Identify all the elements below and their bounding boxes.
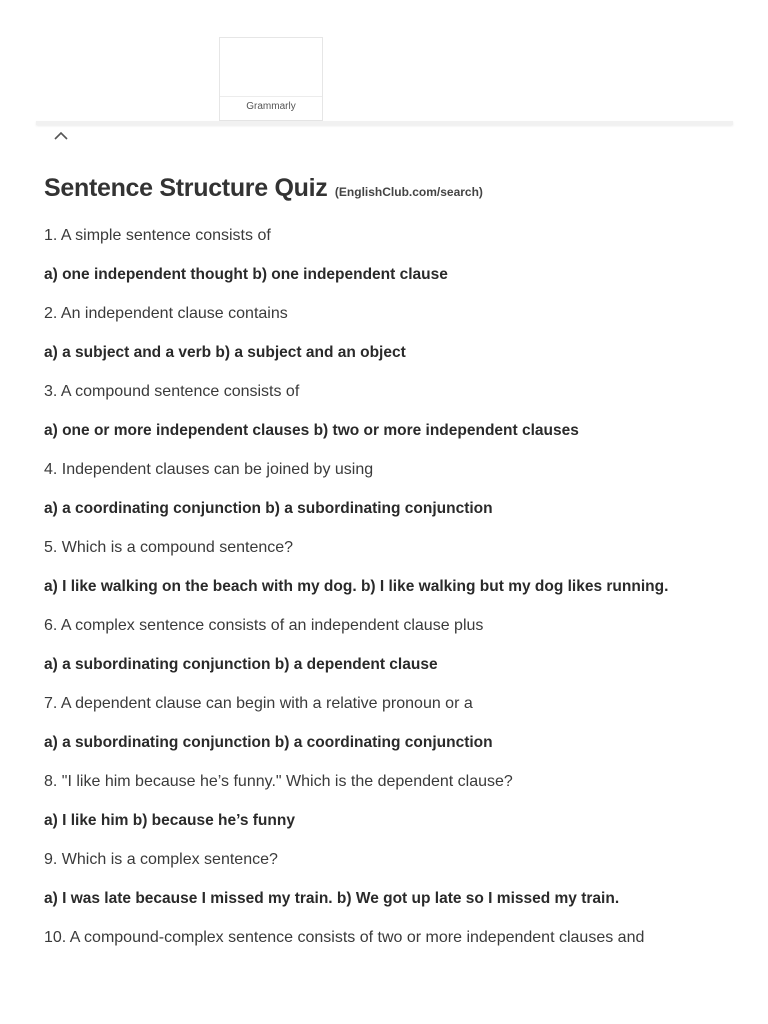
- quiz-question-10: 10. A compound-complex sentence consists of two or more independent clauses and: [44, 929, 645, 946]
- quiz-options-2: a) a subject and a verb b) a subject and an object: [44, 344, 406, 361]
- chevron-up-icon[interactable]: [52, 128, 70, 142]
- quiz-question-9: 9. Which is a complex sentence?: [44, 851, 278, 868]
- ad-divider: [220, 96, 322, 97]
- quiz-question-1: 1. A simple sentence consists of: [44, 227, 271, 244]
- page-title: Sentence Structure Quiz: [44, 174, 328, 202]
- quiz-question-8: 8. "I like him because he’s funny." Which is the dependent clause?: [44, 773, 513, 790]
- quiz-content: [44, 168, 734, 957]
- quiz-options-3: a) one or more independent clauses b) two or more independent clauses: [44, 422, 579, 439]
- quiz-options-9: a) I was late because I missed my train. b) We got up late so I missed my train.: [44, 890, 620, 907]
- ad-container-bar: [36, 121, 733, 125]
- quiz-options-7: a) a subordinating conjunction b) a coordinating conjunction: [44, 734, 493, 751]
- quiz-question-6: 6. A complex sentence consists of an independent clause plus: [44, 617, 484, 634]
- quiz-options-5: a) I like walking on the beach with my dog. b) I like walking but my dog likes running.: [44, 578, 669, 595]
- title-row: [44, 168, 734, 208]
- quiz-list: [44, 216, 734, 957]
- quiz-question-5: 5. Which is a compound sentence?: [44, 539, 294, 556]
- quiz-question-7: 7. A dependent clause can begin with a relative pronoun or a: [44, 695, 473, 712]
- quiz-question-3: 3. A compound sentence consists of: [44, 383, 300, 400]
- quiz-question-4: 4. Independent clauses can be joined by using: [44, 461, 374, 478]
- quiz-options-1: a) one independent thought b) one independent clause: [44, 266, 448, 283]
- ad-label: Grammarly: [246, 101, 296, 112]
- advertisement-box[interactable]: [219, 37, 323, 121]
- source-note: (EnglishClub.com/search): [334, 185, 483, 199]
- quiz-question-2: 2. An independent clause contains: [44, 305, 288, 322]
- quiz-options-8: a) I like him b) because he’s funny: [44, 812, 295, 829]
- quiz-options-6: a) a subordinating conjunction b) a dependent clause: [44, 656, 438, 673]
- quiz-options-4: a) a coordinating conjunction b) a subordinating conjunction: [44, 500, 493, 517]
